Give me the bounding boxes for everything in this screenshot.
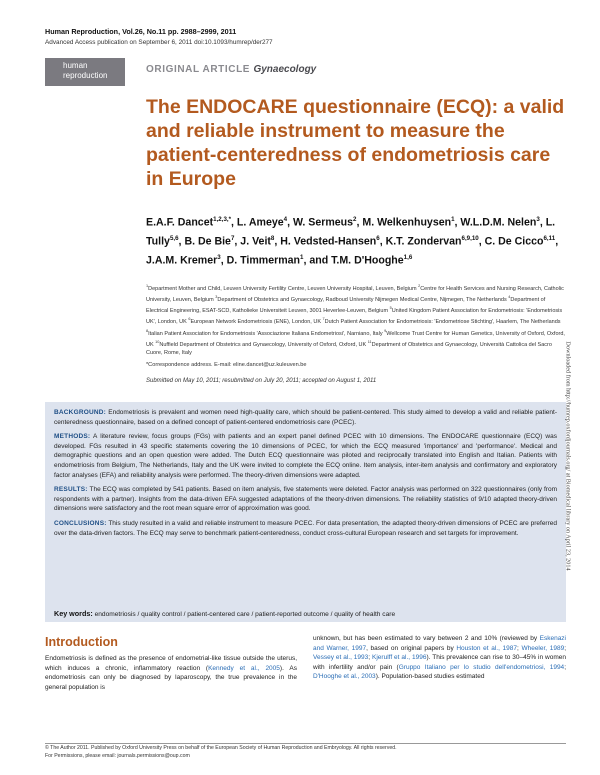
affiliation-text: United Kingdom Patient Association for Endometriosis: 'Endometriosis UK', London, UK [146, 308, 563, 326]
author-separator: , [478, 235, 485, 248]
author-name: H. Vedsted-Hansen [280, 235, 377, 248]
article-type: ORIGINAL ARTICLE [146, 64, 251, 75]
affiliation-text: Nuffield Department of Obstetrics and Gynaecology, University of Oxford, Oxford, UK [159, 341, 368, 348]
author-list [146, 212, 566, 269]
author-name: and T.M. D'Hooghe [309, 254, 404, 267]
author-name: W. Sermeus [292, 216, 354, 229]
author-separator: , [555, 235, 559, 248]
affiliation-text: Department Mother and Child, Leuven University Fertility Centre, Leuven University Hospital, Leuven, Belgium [148, 285, 419, 292]
abstract-paragraph [54, 408, 557, 427]
author-separator: , [234, 235, 241, 248]
affiliation-text: Italian Patient Association for Endometriosis 'Associazione Italiana Endometriosi', Narniano, Italy [148, 330, 385, 337]
citation-link[interactable]: Wheeler, 1989 [521, 644, 565, 652]
logo-line-1: human [63, 61, 88, 70]
citation-link[interactable]: Gruppo Italiano per lo studio dell'endometriosi, 1994 [398, 663, 565, 671]
author-name: J. Veit [240, 235, 271, 248]
permissions-line: For Permissions, please email: journals.permissions@oup.com [45, 753, 190, 759]
author-separator: , [231, 216, 237, 229]
body-text-run: ). Population-based studies estimated [375, 673, 485, 681]
affiliation-number: 10 [155, 339, 160, 344]
body-text-run: Endometriosis is defined as the presence of endometrial-like tissue outside the uterus, which induces a chronic, inflammatory reaction ( [45, 655, 297, 672]
article-subject: Gynaecology [253, 64, 317, 75]
affiliations [146, 282, 566, 357]
affiliation-number: 7 [322, 317, 325, 322]
author-affiliation-marker: 1 [451, 216, 455, 223]
keywords-text: endometriosis / quality control / patient-centered care / patient-reported outcome / quality of health care [92, 611, 396, 618]
abstract-paragraph [54, 485, 557, 514]
abstract-text: The ECQ was completed by 541 patients. Based on item analysis, five statements were deleted. Factor analysis was performed on 322 questionnaires (only from respondents with a partner). Insights from the data-driven EFA suggested adaptations of the theory-driven dimensions. The reliability statistics of 9/10 adapted theory-driven dimensions were satisfactory and the root mean square error of approximation was good. [54, 486, 557, 513]
keywords-label: Key words: [54, 609, 93, 618]
author-name: M. Welkenhuysen [362, 216, 452, 229]
correspondence: *Correspondence address. E-mail: eline.dancet@uz.kuleuven.be [146, 362, 307, 368]
author-name: W.L.D.M. Nelen [460, 216, 537, 229]
affiliation-text: Department of Obstetrics and Gynaecology, Radboud University Nijmegen Medical Centre, Nijmegen, The Netherlands [217, 296, 509, 303]
affiliation-text: Centre for Health Services and Nursing Research, Catholic University, Leuven, Belgium [146, 285, 564, 303]
journal-citation: Human Reproduction, Vol.26, No.11 pp. 2988–2999, 2011 [45, 27, 237, 36]
body-column-left [45, 634, 297, 692]
author-name: L. Tully [146, 216, 556, 248]
abstract-paragraph [54, 519, 557, 538]
doi-line: Advanced Access publication on September 6, 2011 doi:10.1093/humrep/der277 [45, 39, 273, 46]
citation-link[interactable]: Kjerulff et al., 1996 [372, 654, 427, 662]
affiliation-text: Department of Obstetrics and Gynaecology, Università Cattolica del Sacro Cuore, Rome, Italy [146, 341, 552, 356]
abstract-heading: BACKGROUND: [54, 409, 107, 416]
author-name: J.A.M. Kremer [146, 254, 218, 267]
affiliation-text: Department of Electrical Engineering, ESAT-SCD, Katholieke Universiteit Leuven, 3001 Heverlee-Leuven, Belgium [146, 296, 546, 315]
author-separator: , [287, 216, 293, 229]
body-text-run: ; [564, 663, 566, 671]
author-affiliation-marker: 4 [283, 216, 288, 223]
keywords [45, 608, 566, 622]
affiliation-text: Dutch Patient Association for Endometriosis: 'Endometriose Stichting', Haarlem, The Netherlands [324, 319, 561, 326]
download-note-text: Downloaded from http://humrep.oxfordjournals.org/ at Biomedical library on April 23, 2014 [564, 341, 572, 571]
author-separator: , [220, 254, 227, 267]
author-name: C. De Cicco [484, 235, 544, 248]
affiliation-number: 1 [146, 284, 149, 288]
body-text-run: ). As endometriosis can only be diagnosed by laparoscopy, the true prevalence in the general population is [45, 664, 297, 691]
abstract-text: A literature review, focus groups (FGs) with patients and an expert panel defined PCEC with 10 dimensions. The ENDOCARE questionnaire (ECQ) was developed. FGs resulted in 43 specific statements covering the 10 dimensions of PCEC, for which the ECQ measured 'importance' and 'performance'. Medical and demographic questions and an open question were added. The Dutch ECQ questionnaire was piloted and reciprocally translated into English and Italian. Patients with endometriosis from Belgium, The Netherlands, Italy and the UK were invited to complete the ECQ online. Item analysis, inter-item analysis and confirmatory and exploratory factor analyses (EFA) and reliability analysis were performed. The theory-driven dimensions were adapted. [54, 433, 557, 479]
affiliation-number: 3 [215, 295, 218, 300]
body-column-right [313, 634, 566, 682]
affiliation-number: 2 [418, 284, 421, 288]
affiliation-number: 5 [389, 306, 392, 311]
footer-rule [45, 743, 566, 744]
abstract-heading: METHODS: [54, 433, 91, 441]
affiliation-number: 4 [508, 295, 511, 300]
author-name: B. De Bie [184, 235, 231, 248]
author-separator: , [178, 235, 185, 248]
affiliation-number: 8 [146, 328, 149, 333]
author-affiliation-marker: 8 [270, 235, 275, 243]
author-separator: , [539, 216, 546, 229]
author-affiliation-marker: 3 [536, 216, 540, 223]
author-affiliation-marker: 1,2,3,* [213, 216, 232, 223]
author-separator: , [274, 235, 281, 248]
journal-logo [45, 58, 125, 86]
submission-dates: Submitted on May 10, 2011; resubmitted on July 20, 2011; accepted on August 1, 2011 [146, 378, 377, 384]
body-text-run: unknown, but has been estimated to vary between 2 and 10% (reviewed by [313, 635, 540, 642]
body-text-run: ). This prevalence can rise to 30–45% in women with infertility and/or pain ( [313, 654, 566, 671]
author-affiliation-marker: 3 [217, 254, 221, 262]
intro-paragraph-left [45, 654, 297, 692]
author-name: K.T. Zondervan [385, 235, 462, 248]
citation-link[interactable]: Vessey et al., 1993 [313, 654, 369, 662]
author-affiliation-marker: 6,9,10 [461, 235, 479, 243]
author-affiliation-marker: 1,6 [403, 254, 413, 262]
author-separator: , [303, 254, 310, 267]
author-affiliation-marker: 2 [353, 216, 357, 223]
author-separator: , [379, 235, 386, 248]
author-separator: , [356, 216, 363, 229]
affiliation-number: 6 [188, 317, 191, 322]
author-affiliation-marker: 5,6 [169, 235, 179, 243]
citation-link[interactable]: Houston et al., 1987 [456, 644, 517, 652]
article-title: The ENDOCARE questionnaire (ECQ): a valid and reliable instrument to measure the patient-centeredness of endometriosis care in Europe [146, 96, 565, 190]
abstract-box [45, 402, 566, 622]
body-text-run: ; [368, 654, 373, 662]
affiliation-text: Wellcome Trust Centre for Human Genetics, University of Oxford, Oxford, UK [146, 330, 565, 348]
affiliation-text: European Network Endometriosis (ENE), London, UK [190, 319, 323, 326]
body-text-run: , based on original papers by [366, 644, 457, 652]
author-affiliation-marker: 7 [230, 235, 235, 243]
affiliation-number: 9 [384, 328, 387, 333]
author-affiliation-marker: 6,11 [543, 235, 556, 243]
author-affiliation-marker: 1 [300, 254, 304, 262]
article-section [146, 64, 316, 75]
abstract-heading: CONCLUSIONS: [54, 519, 107, 527]
abstract-text: This study resulted in a valid and reliable instrument to measure PCEC. For data presentation, the adapted theory-driven dimensions of PCEC are preferred over the data-driven factors. The ECQ may serve to benchmark patient-centeredness, conduct cross-cultural European research and set targets for improvement. [54, 519, 557, 537]
citation-link[interactable]: Kennedy et al., 2005 [208, 664, 280, 672]
affiliation-number: 11 [367, 339, 372, 344]
author-name: D. Timmerman [226, 254, 300, 267]
body-text-run: ; [564, 644, 567, 652]
citation-link[interactable]: Eskenazi and Warner, 1997 [313, 635, 566, 652]
author-affiliation-marker: 6 [376, 235, 380, 243]
body-text-run: ; [517, 644, 522, 652]
copyright-line: © The Author 2011. Published by Oxford University Press on behalf of the European Society of Human Reproduction and Embryology. All rights reserved. [45, 745, 397, 751]
citation-link[interactable]: D'Hooghe et al., 2003 [313, 673, 376, 681]
abstract-paragraph [54, 432, 557, 480]
intro-paragraph-right [313, 634, 566, 682]
abstract-heading: RESULTS: [54, 486, 88, 494]
author-separator: , [454, 216, 461, 229]
abstract-text: Endometriosis is prevalent and women need high-quality care, which should be patient-centered. This study aimed to develop a valid and reliable patient-centeredness questionnaire, based on a defined concept of patient-centered endometriosis care (PCEC). [54, 409, 557, 426]
logo-line-2: reproduction [63, 71, 108, 80]
author-name: L. Ameye [236, 216, 284, 229]
section-heading-introduction: Introduction [45, 635, 118, 649]
author-name: E.A.F. Dancet [146, 216, 214, 229]
